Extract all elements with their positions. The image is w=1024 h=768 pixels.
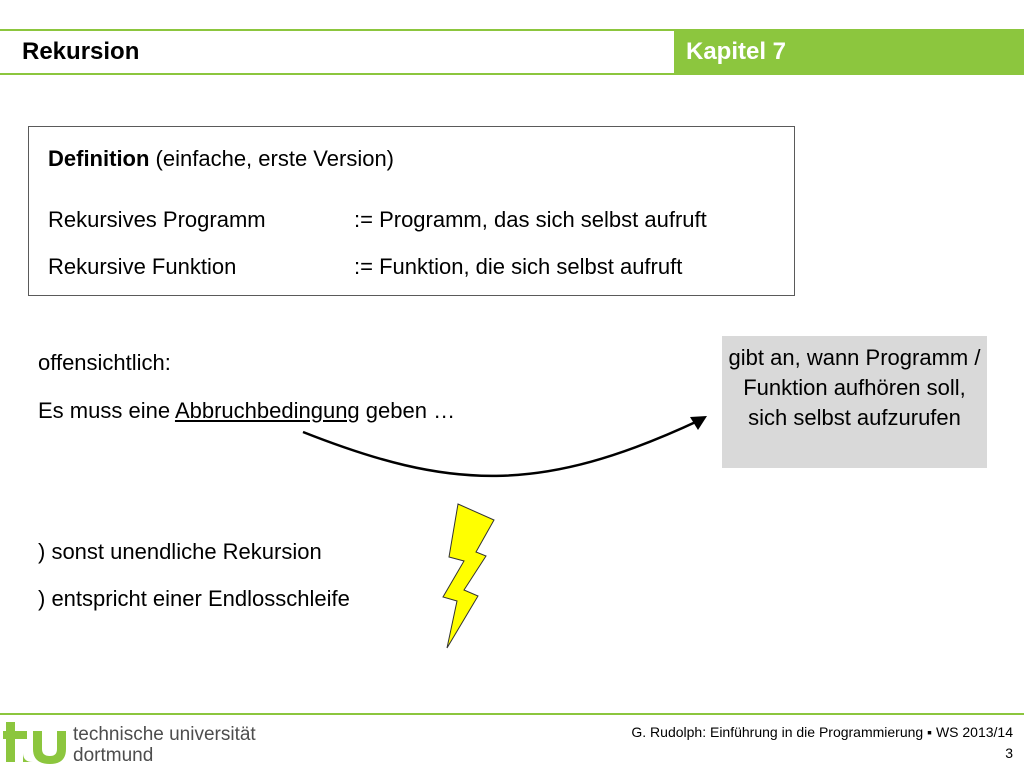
text-abbruch-prefix: Es muss eine	[38, 398, 175, 423]
note-text: gibt an, wann Programm / Funktion aufhören soll, sich selbst aufzurufen	[728, 345, 981, 430]
text-unendliche-rekursion: ) sonst unendliche Rekursion	[38, 539, 322, 564]
definition-heading-bold: Definition	[48, 146, 150, 171]
abbruchbedingung-term: Abbruchbedingung	[174, 398, 360, 423]
definition-term: Rekursives Programm	[48, 207, 266, 232]
university-name-line1: technische universität	[73, 724, 256, 745]
definition-term: Rekursive Funktion	[48, 254, 237, 279]
tu-logo-icon	[3, 717, 67, 765]
definition-heading-rest: (einfache, erste Version)	[149, 146, 395, 171]
university-name-line2: dortmund	[73, 745, 154, 766]
definition-description: := Funktion, die sich selbst aufruft	[354, 254, 683, 279]
footer-line	[0, 713, 1024, 715]
definition-description: := Programm, das sich selbst aufruft	[354, 207, 707, 232]
page-number: 3	[1005, 745, 1013, 761]
lightning-bolt-icon	[443, 504, 494, 648]
text-endlosschleife: ) entspricht einer Endlosschleife	[38, 586, 350, 611]
university-name	[73, 724, 256, 766]
curved-arrow	[303, 420, 700, 476]
chapter-label: Kapitel 7	[686, 38, 787, 65]
slide-title: Rekursion	[22, 38, 140, 65]
text-offensichtlich: offensichtlich:	[38, 350, 171, 375]
footer-course-info: G. Rudolph: Einführung in die Programmierung ▪ WS 2013/14	[631, 724, 1013, 740]
text-abbruch-suffix: geben …	[359, 398, 456, 423]
